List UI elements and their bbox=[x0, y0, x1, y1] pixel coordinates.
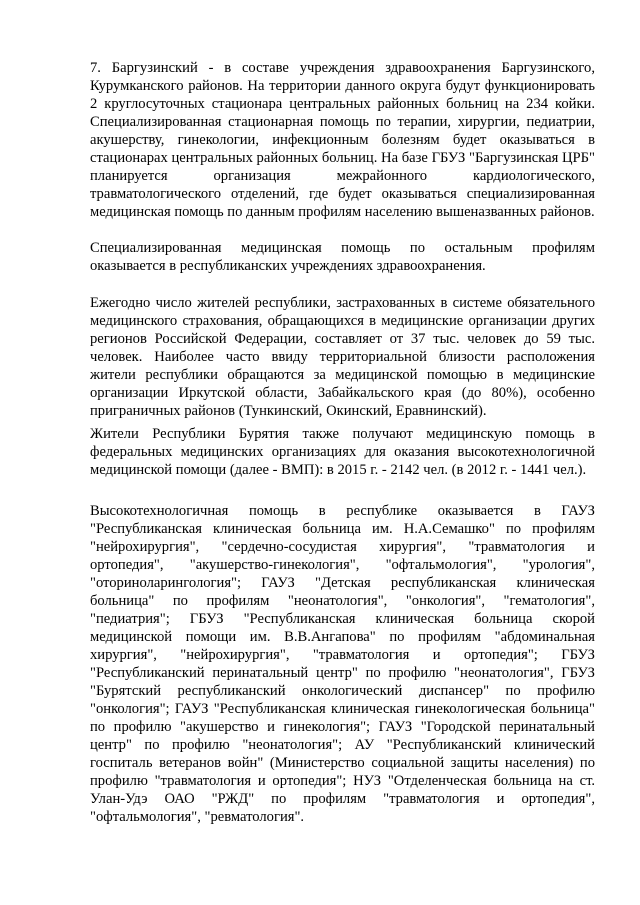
paragraph-barguzinsky-district: 7. Баргузинский - в составе учреждения здравоохранения Баргузинского, Курумканского районов. На территории данного округа будут функционировать 2 круглосуточных стационара центральных районных больниц на 234 койки. Специализированная стационарная помощь по терапии, хирургии, педиатрии, акушерству, гинекологии, инфекционным болезням будет оказываться в стационарах центральных районных больниц. На базе ГБУЗ "Баргузинская ЦРБ" планируется организация межрайонного кардиологического, травматологического отделений, где будет оказываться специализированная медицинская помощь по данным профилям населению вышеназванных районов. bbox=[90, 60, 595, 220]
paragraph-high-tech-care: Высокотехнологичная помощь в республике оказывается в ГАУЗ "Республиканская клиническая больница им. Н.А.Семашко" по профилям "нейрохирургия", "сердечно-сосудистая хирургия", "травматология и ортопедия", "акушерство-гинекология", "офтальмология", "урология", "оториноларингология"; ГАУЗ "Детская республиканская клиническая больница" по профилям "неонатология", "онкология", "гематология", "педиатрия"; ГБУЗ "Республиканская клиническая больница скорой медицинской помощи им. В.В.Ангапова" по профилям "абдоминальная хирургия", "нейрохирургия", "травматология и ортопедия"; ГБУЗ "Республиканский перинатальный центр" по профилю "неонатология", ГБУЗ "Бурятский республиканский онкологический диспансер" по профилю "онкология"; ГАУЗ "Республиканская клиническая гинекологическая больница" по профилю "акушерство и гинекология"; ГАУЗ "Городской перинатальный центр" по профилю "неонатология"; АУ "Республиканский клинический госпиталь ветеранов войн" (Министерство социальной защиты населения) по профилю "травматология и ортопедия"; НУЗ "Отделенческая больница на ст. Улан-Удэ ОАО "РЖД" по профилям "травматология и ортопедия", "офтальмология", "ревматология". bbox=[90, 503, 595, 825]
paragraph-insured-residents: Ежегодно число жителей республики, застрахованных в системе обязательного медицинского страхования, обращающихся в медицинские организации других регионов Российской Федерации, составляет от 37 тыс. человек до 59 тыс. человек. Наиболее часто ввиду территориальной близости расположения жители республики обращаются за медицинской помощью в медицинские организации Иркутской области, Забайкальского края (до 80%), особенно приграничных районов (Тункинский, Окинский, Еравнинский). bbox=[90, 295, 595, 419]
paragraph-specialized-care: Специализированная медицинская помощь по остальным профилям оказывается в республиканских учреждениях здравоохранения. bbox=[90, 240, 595, 274]
paragraph-federal-vmp: Жители Республики Бурятия также получают медицинскую помощь в федеральных медицинских организациях для оказания высокотехнологичной медицинской помощи (далее - ВМП): в 2015 г. - 2142 чел. (в 2012 г. - 1441 чел.). bbox=[90, 426, 595, 478]
